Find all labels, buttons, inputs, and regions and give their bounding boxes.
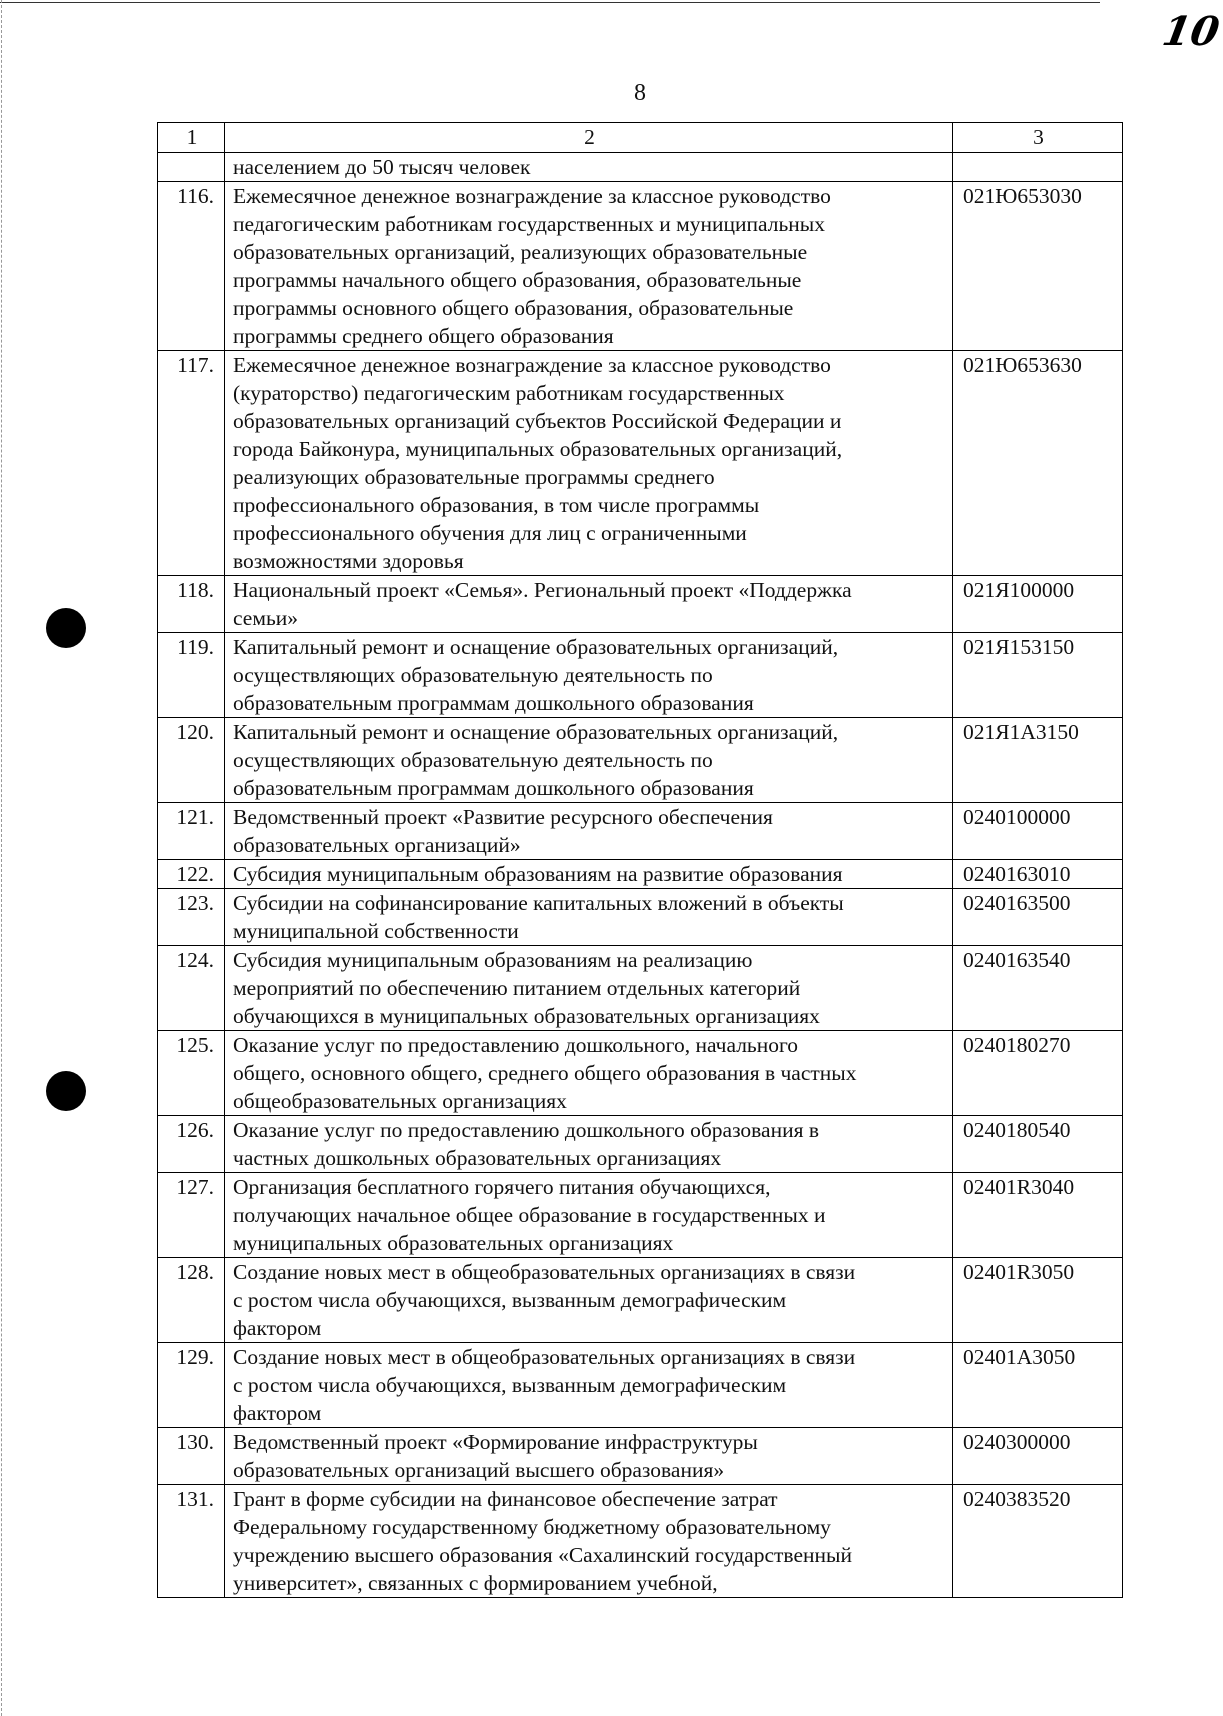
row-code: 0240383520: [953, 1485, 1123, 1598]
row-code: 0240163010: [953, 860, 1123, 889]
row-code: 021Я153150: [953, 633, 1123, 718]
row-number: 123.: [158, 889, 225, 946]
table-row: [158, 946, 1123, 1031]
row-number: 124.: [158, 946, 225, 1031]
row-number: 122.: [158, 860, 225, 889]
row-number: 125.: [158, 1031, 225, 1116]
row-code: 021Ю653030: [953, 182, 1123, 351]
column-header-3: 3: [953, 123, 1123, 153]
table-row: [158, 351, 1123, 576]
row-number: 119.: [158, 633, 225, 718]
table-row: [158, 1428, 1123, 1485]
row-description: Грант в форме субсидии на финансовое обеспечение затрат Федеральному государственному бюджетному образовательному учреждению высшего образования «Сахалинский государственный университет», связанных с формированием учебной,: [225, 1485, 953, 1598]
table-row: [158, 860, 1123, 889]
row-description: Национальный проект «Семья». Региональный проект «Поддержка семьи»: [225, 576, 953, 633]
table-row: [158, 1031, 1123, 1116]
row-description: Ежемесячное денежное вознаграждение за классное руководство педагогическим работникам государственных и муниципальных образовательных организаций, реализующих образовательные программы начального общего образования, образовательные программы основного общего образования, образовательные программы среднего общего образования: [225, 182, 953, 351]
continuation-text: населением до 50 тысяч человек: [225, 153, 953, 182]
table-row: [158, 889, 1123, 946]
row-description: Ведомственный проект «Формирование инфраструктуры образовательных организаций высшего образования»: [225, 1428, 953, 1485]
row-number: 128.: [158, 1258, 225, 1343]
row-number: 131.: [158, 1485, 225, 1598]
row-code: 0240180540: [953, 1116, 1123, 1173]
row-description: Ежемесячное денежное вознаграждение за классное руководство (кураторство) педагогическим работникам государственных образовательных организаций субъектов Российской Федерации и города Байконура, муниципальных образовательных организаций, реализующих образовательные программы среднего профессионального образования, в том числе программы профессионального обучения для лиц с ограниченными возможностями здоровья: [225, 351, 953, 576]
continuation-num-cell: [158, 153, 225, 182]
row-number: 126.: [158, 1116, 225, 1173]
row-code: 021Ю653630: [953, 351, 1123, 576]
table-row: [158, 182, 1123, 351]
row-number: 121.: [158, 803, 225, 860]
row-number: 127.: [158, 1173, 225, 1258]
column-header-1: 1: [158, 123, 225, 153]
row-description: Организация бесплатного горячего питания обучающихся, получающих начальное общее образование в государственных и муниципальных образовательных организациях: [225, 1173, 953, 1258]
binder-hole-icon: [46, 608, 86, 648]
row-code: 02401R3050: [953, 1258, 1123, 1343]
row-description: Субсидия муниципальным образованиям на развитие образования: [225, 860, 953, 889]
row-number: 116.: [158, 182, 225, 351]
row-code: 021Я100000: [953, 576, 1123, 633]
row-code: 0240180270: [953, 1031, 1123, 1116]
row-number: 117.: [158, 351, 225, 576]
row-description: Оказание услуг по предоставлению дошкольного образования в частных дошкольных образовательных организациях: [225, 1116, 953, 1173]
scan-top-border: [0, 2, 1100, 3]
handwritten-page-mark: 10: [1158, 8, 1223, 55]
row-code: 021Я1А3150: [953, 718, 1123, 803]
table-row: [158, 576, 1123, 633]
row-number: 120.: [158, 718, 225, 803]
row-code: 0240100000: [953, 803, 1123, 860]
row-description: Капитальный ремонт и оснащение образовательных организаций, осуществляющих образовательную деятельность по образовательным программам дошкольного образования: [225, 633, 953, 718]
binder-hole-icon: [46, 1071, 86, 1111]
column-header-2: 2: [225, 123, 953, 153]
row-code: 02401R3040: [953, 1173, 1123, 1258]
row-code: 0240300000: [953, 1428, 1123, 1485]
budget-classification-table: [157, 122, 1123, 1598]
scan-left-edge: [1, 0, 2, 1716]
row-description: Капитальный ремонт и оснащение образовательных организаций, осуществляющих образовательную деятельность по образовательным программам дошкольного образования: [225, 718, 953, 803]
table-header-row: [158, 123, 1123, 153]
table-row: [158, 1173, 1123, 1258]
table-row: [158, 633, 1123, 718]
row-code: 02401А3050: [953, 1343, 1123, 1428]
row-description: Ведомственный проект «Развитие ресурсного обеспечения образовательных организаций»: [225, 803, 953, 860]
row-description: Создание новых мест в общеобразовательных организациях в связи с ростом числа обучающихся, вызванным демографическим фактором: [225, 1258, 953, 1343]
continuation-row: [158, 153, 1123, 182]
row-code: 0240163540: [953, 946, 1123, 1031]
table-row: [158, 1258, 1123, 1343]
table-row: [158, 1343, 1123, 1428]
row-description: Субсидия муниципальным образованиям на реализацию мероприятий по обеспечению питанием отдельных категорий обучающихся в муниципальных образовательных организациях: [225, 946, 953, 1031]
row-description: Оказание услуг по предоставлению дошкольного, начального общего, основного общего, среднего общего образования в частных общеобразовательных организациях: [225, 1031, 953, 1116]
row-number: 129.: [158, 1343, 225, 1428]
table-row: [158, 1485, 1123, 1598]
continuation-code-cell: [953, 153, 1123, 182]
page-number: 8: [634, 80, 646, 106]
row-number: 118.: [158, 576, 225, 633]
table-row: [158, 718, 1123, 803]
row-code: 0240163500: [953, 889, 1123, 946]
row-description: Субсидии на софинансирование капитальных вложений в объекты муниципальной собственности: [225, 889, 953, 946]
table-row: [158, 1116, 1123, 1173]
row-description: Создание новых мест в общеобразовательных организациях в связи с ростом числа обучающихся, вызванным демографическим фактором: [225, 1343, 953, 1428]
table-row: [158, 803, 1123, 860]
row-number: 130.: [158, 1428, 225, 1485]
